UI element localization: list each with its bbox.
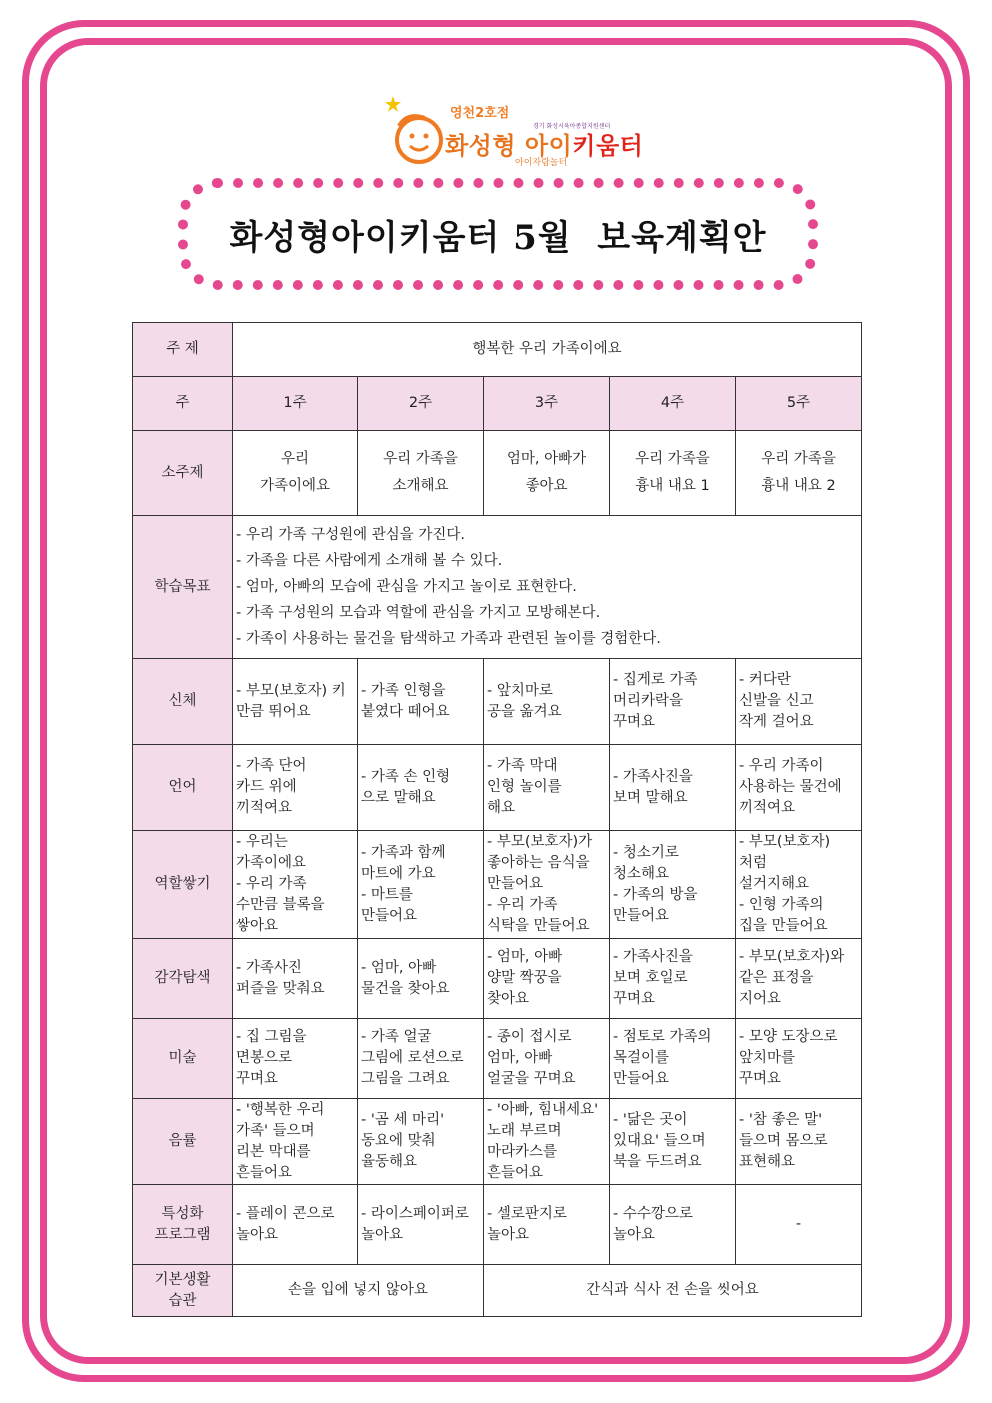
activity-cell: - 가족 얼굴 그림에 로션으로 그림을 그려요 xyxy=(361,1029,464,1087)
activity-cell: - '아빠, 힘내세요' 노래 부르며 마라카스를 흔들어요 xyxy=(487,1101,599,1181)
subtopic-label: 소주제 xyxy=(133,431,233,516)
week-1: 1주 xyxy=(233,377,358,431)
activity-cell: - 가족과 함께 마트에 가요 - 마트를 만들어요 xyxy=(361,844,446,924)
activity-cell: - 가족 인형을 붙였다 떼어요 xyxy=(361,682,450,720)
row-label: 역할쌓기 xyxy=(133,831,233,939)
activity-cell: - 가족사진을 보며 호일로 꾸며요 xyxy=(613,949,693,1007)
theme-value: 행복한 우리 가족이에요 xyxy=(233,323,862,377)
week-4: 4주 xyxy=(610,377,736,431)
activity-cell: - xyxy=(736,1185,862,1265)
goals-label: 학습목표 xyxy=(133,516,233,659)
activity-cell: - 우리 가족이 사용하는 물건에 끼적여요 xyxy=(739,758,842,816)
logo-name: 화성형 아이키움터 xyxy=(445,132,644,160)
activity-row-special-program xyxy=(133,1185,862,1265)
activity-row-language xyxy=(133,745,862,831)
activity-cell: - 가족 막대 인형 놀이를 해요 xyxy=(487,758,562,816)
goal-item: - 우리 가족 구성원에 관심을 가진다. xyxy=(236,527,465,543)
goals-row xyxy=(133,516,862,659)
subtopic-1: 우리 가족이에요 xyxy=(233,431,358,516)
activity-cell: - 부모(보호자) 처럼 설거지해요 - 인형 가족의 집을 만들어요 xyxy=(739,834,831,934)
logo-org: 경기 화성시육아종합지원센터 xyxy=(533,123,611,130)
subtopic-5: 우리 가족을 흉내 내요 2 xyxy=(736,431,862,516)
activity-cell: - '참 좋은 말' 들으며 몸으로 표현해요 xyxy=(739,1112,828,1170)
activity-cell: - 플레이 콘으로 놀아요 xyxy=(236,1205,335,1243)
activity-cell: - 모양 도장으로 앞치마를 꾸며요 xyxy=(739,1029,838,1087)
row-label: 감각탐색 xyxy=(133,939,233,1019)
habit-row xyxy=(133,1265,862,1317)
plan-table xyxy=(132,322,862,1317)
activity-cell: - '행복한 우리 가족' 들으며 리본 막대를 흔들어요 xyxy=(236,1101,325,1181)
activity-cell: - '닮은 곳이 있대요' 들으며 북을 두드려요 xyxy=(613,1112,706,1170)
week-2: 2주 xyxy=(358,377,484,431)
logo-tagline: 아이자람놀터 xyxy=(515,158,568,168)
subtopic-2: 우리 가족을 소개해요 xyxy=(358,431,484,516)
goal-item: - 가족을 다른 사람에게 소개해 볼 수 있다. xyxy=(236,553,503,569)
goal-item: - 가족 구성원의 모습과 역할에 관심을 가지고 모방해본다. xyxy=(236,605,601,621)
activity-cell: - 부모(보호자) 키 만큼 뛰어요 xyxy=(236,682,346,720)
logo xyxy=(385,92,644,172)
subtopic-row xyxy=(133,431,862,516)
row-label: 미술 xyxy=(133,1019,233,1099)
activity-cell: - 가족사진을 보며 말해요 xyxy=(613,768,693,806)
habit-right: 간식과 식사 전 손을 씻어요 xyxy=(484,1265,862,1317)
activity-cell: - 엄마, 아빠 물건을 찾아요 xyxy=(361,959,450,997)
activity-cell: - 가족 손 인형 으로 말해요 xyxy=(361,768,451,806)
activity-cell: - 엄마, 아빠 양말 짝꿍을 찾아요 xyxy=(487,949,563,1007)
activity-cell: - 수수깡으로 놀아요 xyxy=(613,1205,693,1243)
activity-row-art xyxy=(133,1019,862,1099)
subtopic-4: 우리 가족을 흉내 내요 1 xyxy=(610,431,736,516)
subtopic-3: 엄마, 아빠가 좋아요 xyxy=(484,431,610,516)
activity-cell: - '곰 세 마리' 동요에 맞춰 율동해요 xyxy=(361,1112,445,1170)
theme-label: 주 제 xyxy=(133,323,233,377)
habit-left: 손을 입에 넣지 않아요 xyxy=(233,1265,484,1317)
activity-cell: - 가족 단어 카드 위에 끼적여요 xyxy=(236,758,307,816)
activity-cell: - 부모(보호자)와 같은 표정을 지어요 xyxy=(739,949,845,1007)
logo-branch: 영천2호점 xyxy=(450,106,510,121)
activity-row-sensory xyxy=(133,939,862,1019)
activity-cell: - 가족사진 퍼즐을 맞춰요 xyxy=(236,959,325,997)
activity-cell: - 우리는 가족이에요 - 우리 가족 수만큼 블록을 쌓아요 xyxy=(236,834,325,934)
goal-item: - 가족이 사용하는 물건을 탐색하고 가족과 관련된 놀이를 경험한다. xyxy=(236,631,661,647)
activity-row-physical xyxy=(133,659,862,745)
activity-cell: - 청소기로 청소해요 - 가족의 방을 만들어요 xyxy=(613,844,698,924)
row-label: 언어 xyxy=(133,745,233,831)
goals-list xyxy=(233,516,862,659)
theme-row xyxy=(133,323,862,377)
activity-cell: - 집게로 가족 머리카락을 꾸며요 xyxy=(613,672,698,730)
week-label: 주 xyxy=(133,377,233,431)
title-box xyxy=(178,178,818,290)
activity-cell: - 종이 접시로 엄마, 아빠 얼굴을 꾸며요 xyxy=(487,1029,576,1087)
activity-cell: - 커다란 신발을 신고 작게 걸어요 xyxy=(739,672,814,730)
habit-label: 기본생활 습관 xyxy=(133,1265,233,1317)
activity-row-role-blocks xyxy=(133,831,862,939)
activity-cell: - 집 그림을 면봉으로 꾸며요 xyxy=(236,1029,307,1087)
week-3: 3주 xyxy=(484,377,610,431)
activity-row-music xyxy=(133,1099,862,1185)
page-title: 화성형아이키움터 5월 보육계획안 xyxy=(229,217,767,258)
week-row xyxy=(133,377,862,431)
activity-cell: - 점토로 가족의 목걸이를 만들어요 xyxy=(613,1029,712,1087)
week-5: 5주 xyxy=(736,377,862,431)
activity-cell: - 앞치마로 공을 옮겨요 xyxy=(487,682,562,720)
goal-item: - 엄마, 아빠의 모습에 관심을 가지고 놀이로 표현한다. xyxy=(236,579,577,595)
row-label: 음률 xyxy=(133,1099,233,1185)
row-label: 신체 xyxy=(133,659,233,745)
activity-cell: - 셀로판지로 놀아요 xyxy=(487,1205,567,1243)
row-label: 특성화 프로그램 xyxy=(133,1185,233,1265)
activity-cell: - 부모(보호자)가 좋아하는 음식을 만들어요 - 우리 가족 식탁을 만들어요 xyxy=(487,834,593,934)
activity-cell: - 라이스페이퍼로 놀아요 xyxy=(361,1205,469,1243)
